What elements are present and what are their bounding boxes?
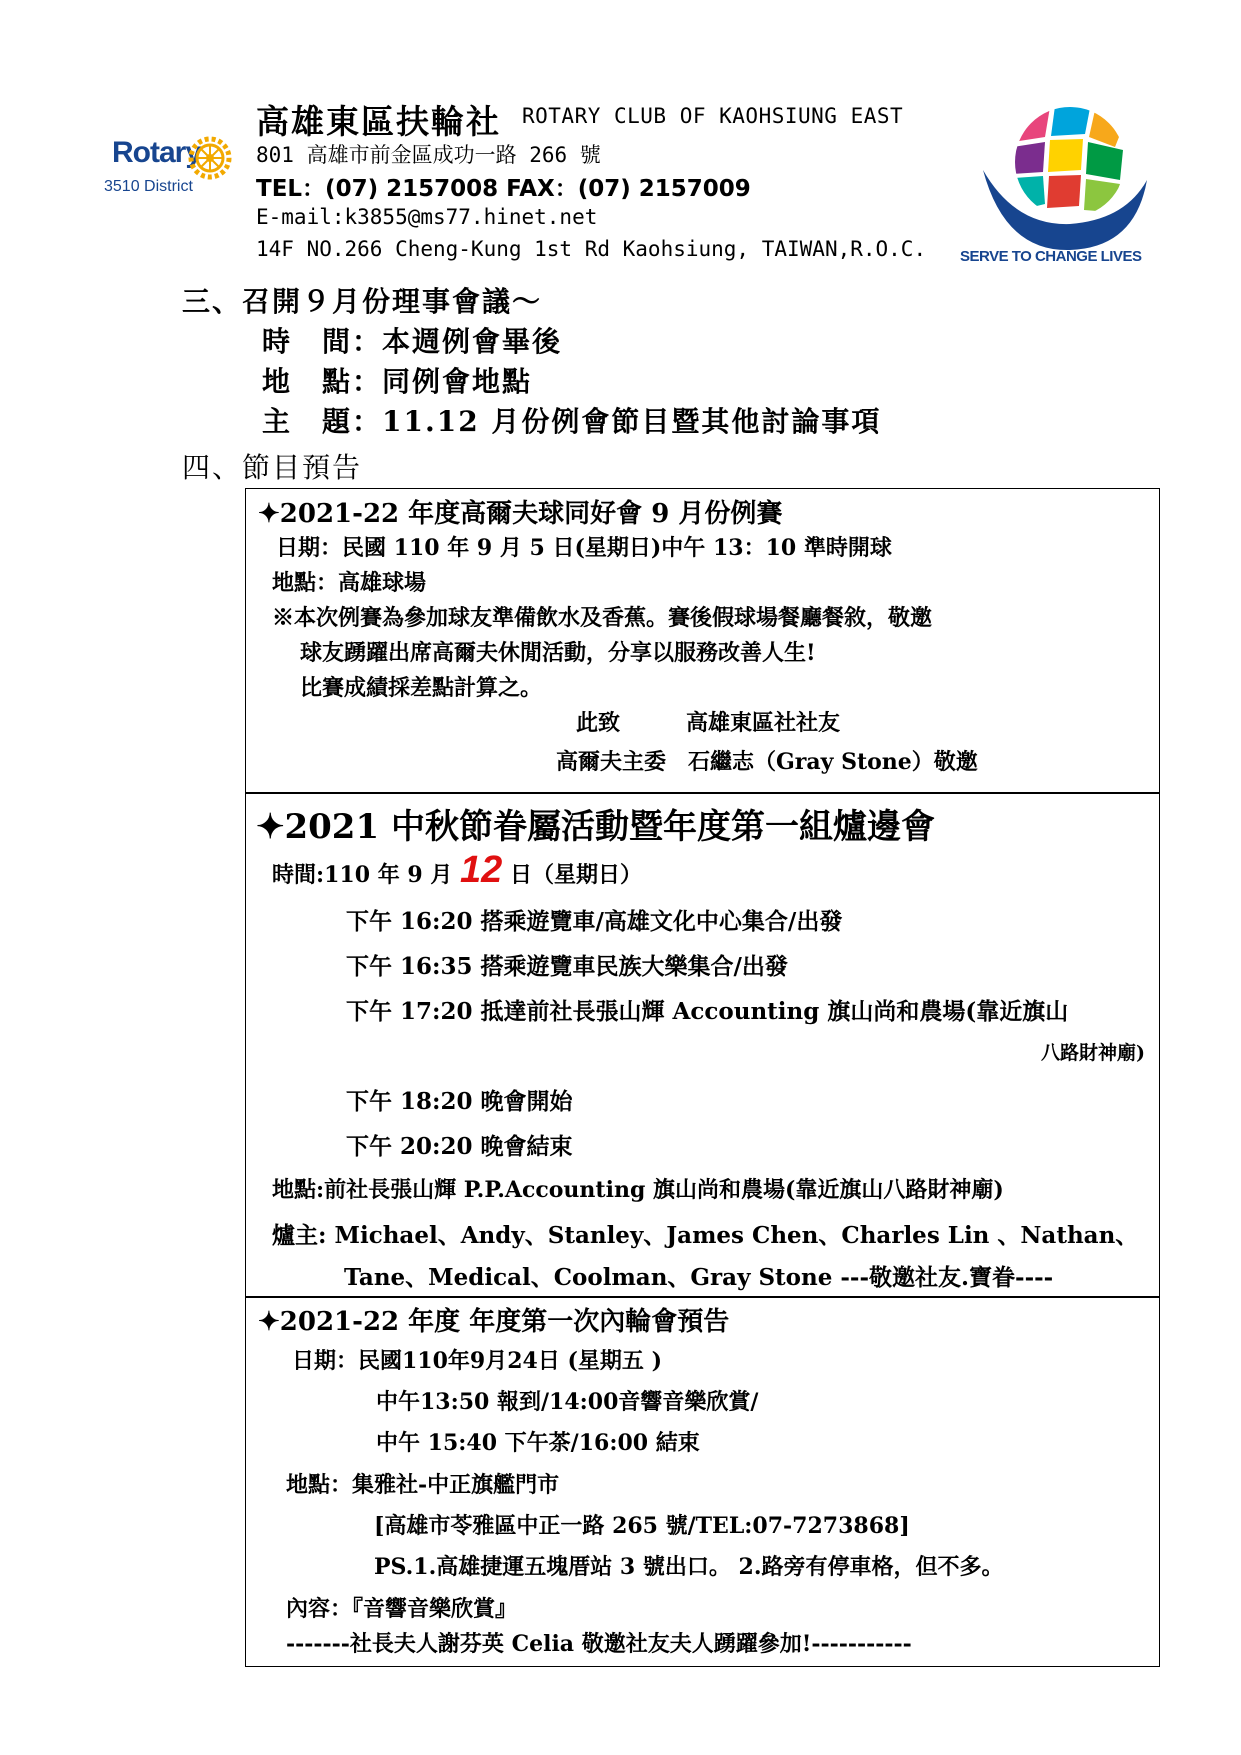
inner-wheel-event-place: 地點：集雅社-中正旗艦門市	[286, 1472, 560, 1498]
golf-event-place: 地點：高雄球場	[272, 570, 427, 596]
inner-wheel-event-box	[245, 1296, 1160, 1667]
schedule-item-continuation: 八路財神廟)	[1041, 1042, 1145, 1064]
schedule-item: 下午 18:20 晚會開始	[346, 1088, 573, 1115]
club-address: 801 高雄市前金區成功一路 266 號	[256, 143, 601, 167]
section3-place: 地 點：同例會地點	[262, 365, 533, 398]
golf-event-title: ✦2021-22 年度高爾夫球同好會 9 月份例賽	[258, 499, 783, 529]
golf-event-box	[245, 488, 1160, 794]
section4-title: 四、節目預告	[182, 451, 363, 484]
section3-topic: 主 題：11.12 月份例會節目暨其他討論事項	[262, 405, 882, 438]
rotary-wheel-icon	[188, 130, 232, 186]
golf-event-salute: 此致 高雄東區社社友	[576, 710, 841, 736]
serve-to-change-lives-logo	[975, 92, 1155, 272]
club-address-en: 14F NO.266 Cheng-Kung 1st Rd Kaohsiung, TAIWAN,R.O.C.	[256, 237, 927, 261]
inner-wheel-event-date: 日期：民國110年9月24日 (星期五 )	[292, 1348, 662, 1374]
golf-event-note-1: ※本次例賽為參加球友準備飲水及香蕉。賽後假球場餐廳餐敘，敬邀	[272, 605, 933, 631]
club-name: 高雄東區扶輪社	[256, 102, 501, 141]
schedule-item: 下午 16:20 搭乘遊覽車/高雄文化中心集合/出發	[346, 908, 843, 935]
mid-autumn-event-title: ✦2021 中秋節眷屬活動暨年度第一組爐邊會	[256, 807, 935, 847]
golf-event-signature: 高爾夫主委 石繼志（Gray Stone）敬邀	[556, 749, 978, 775]
schedule-item: 下午 17:20 抵達前社長張山輝 Accounting 旗山尚和農場(靠近旗山	[346, 998, 1069, 1025]
rotary-logo-word: Rotary	[112, 136, 202, 169]
golf-event-note-3: 比賽成績採差點計算之。	[300, 675, 543, 701]
schedule-item: 下午 16:35 搭乘遊覽車民族大樂集合/出發	[346, 953, 788, 980]
inner-wheel-event-time-1: 中午13:50 報到/14:00音響音樂欣賞/	[376, 1389, 759, 1415]
rotary-district-label: 3510 District	[104, 178, 193, 195]
mid-autumn-event-hosts-2: Tane、Medical、Coolman、Gray Stone ---敬邀社友.寶眷----	[344, 1264, 1054, 1291]
club-email: E-mail:k3855@ms77.hinet.net	[256, 205, 598, 229]
club-tel-fax: TEL：(07) 2157008 FAX：(07) 2157009	[256, 176, 751, 202]
mid-autumn-event-place: 地點:前社長張山輝 P.P.Accounting 旗山尚和農場(靠近旗山八路財神廟)	[272, 1177, 1004, 1203]
inner-wheel-event-address: [高雄市苓雅區中正一路 265 號/TEL:07-7273868]	[374, 1513, 910, 1539]
inner-wheel-event-time-2: 中午 15:40 下午茶/16:00 結束	[376, 1430, 700, 1456]
mid-autumn-event-time	[272, 849, 642, 892]
club-name-en: ROTARY CLUB OF KAOHSIUNG EAST	[522, 104, 904, 128]
inner-wheel-event-invite: -------社長夫人謝芬英 Celia 敬邀社友夫人踴躍參加!-----------	[286, 1631, 912, 1657]
golf-event-date: 日期：民國 110 年 9 月 5 日(星期日)中午 13：10 準時開球	[276, 535, 892, 561]
mid-autumn-event-box	[245, 792, 1160, 1298]
schedule-item: 下午 20:20 晚會結束	[346, 1133, 573, 1160]
inner-wheel-event-title: ✦2021-22 年度 年度第一次內輪會預告	[258, 1307, 730, 1337]
mid-autumn-day-highlight: 12	[460, 849, 503, 891]
section3-time: 時 間：本週例會畢後	[262, 325, 563, 358]
inner-wheel-event-ps: PS.1.高雄捷運五塊厝站 3 號出口。 2.路旁有停車格，但不多。	[374, 1554, 1004, 1580]
mid-autumn-time-suffix: 日（星期日）	[502, 862, 642, 888]
golf-event-note-2: 球友踴躍出席高爾夫休閒活動，分享以服務改善人生!	[300, 640, 816, 666]
inner-wheel-event-content: 內容：『音響音樂欣賞』	[286, 1596, 518, 1622]
mid-autumn-event-hosts-1: 爐主: Michael、Andy、Stanley、James Chen、Charles Lin 、Nathan、	[272, 1222, 1139, 1249]
mid-autumn-time-prefix: 時間:110 年 9 月	[272, 862, 460, 888]
motto: SERVE TO CHANGE LIVES	[960, 248, 1142, 265]
section3-title: 三、召開９月份理事會議～	[182, 285, 543, 318]
rotary-logo	[100, 112, 230, 212]
